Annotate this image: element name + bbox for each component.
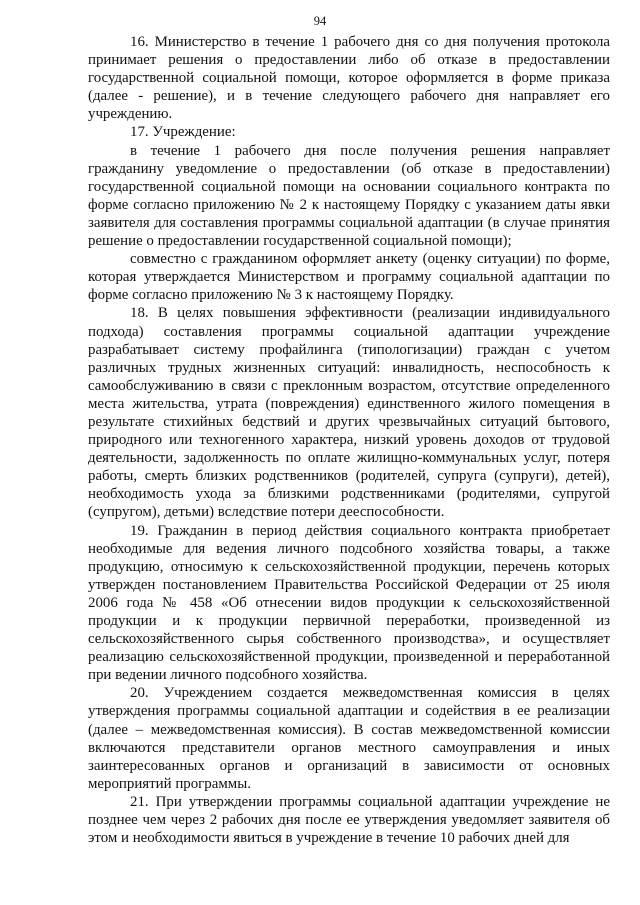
paragraph-21: 21. При утверждении программы социальной адаптации учреждение не позднее чем через 2 рабочих дня после ее утверждения уведомляет заявителя об этом и необходимости явиться в учреждение в течение 10 рабочих дней для xyxy=(88,793,610,847)
document-body xyxy=(88,33,610,847)
paragraph-18: 18. В целях повышения эффективности (реализации индивидуального подхода) составления программы социальной адаптации учреждение разрабатывает систему профайлинга (типологизации) граждан с учетом различных трудных жизненных ситуаций: инвалидность, неспособность к самообслуживанию в связи с преклонным возрастом, отсутствие определенного места жительства, утрата (повреждения) единственного жилого помещения в результате стихийных бедствий и других чрезвычайных ситуаций бытового, природного или техногенного характера, низкий уровень доходов от трудовой деятельности, задолженность по оплате жилищно-коммунальных услуг, потеря работы, смерть близких родственников (родителей, супруга (супруги), детей), необходимость ухода за близкими родственниками (родителями, супругой (супругом), детьми) вследствие потери дееспособности. xyxy=(88,305,610,521)
paragraph-20: 20. Учреждением создается межведомственная комиссия в целях утверждения программы социальной адаптации и содействия в ее реализации (далее – межведомственная комиссия). В состав межведомственной комиссии включаются представители органов местного самоуправления и иных заинтересованных органов и организаций в зависимости от основных мероприятий программы. xyxy=(88,685,610,792)
paragraph-17-item-notification: в течение 1 рабочего дня после получения решения направляет гражданину уведомление о предоставлении (об отказе в предоставлении) государственной социальной помощи на основании социального контракта по форме согласно приложению № 2 к настоящему Порядку с указанием даты явки заявителя для составления программы социальной адаптации (в случае принятия решение о предоставлении государственной социальной помощи); xyxy=(88,142,610,250)
paragraph-19: 19. Гражданин в период действия социального контракта приобретает необходимые для ведения личного подсобного хозяйства товары, а также продукцию, относимую к сельскохозяйственной продукции, перечень которых утвержден постановлением Правительства Российской Федерации от 25 июля 2006 года № 458 «Об отнесении видов продукции к сельскохозяйственной продукции и к продукции первичной переработки, произведенной из сельскохозяйственного сырья собственного производства», и осуществляет реализацию сельскохозяйственной продукции, произведенной и переработанной при ведении личного подсобного хозяйства. xyxy=(88,522,610,684)
paragraph-16: 16. Министерство в течение 1 рабочего дня со дня получения протокола принимает решения о предоставлении либо об отказе в предоставлении государственной социальной помощи, которое оформляется в форме приказа (далее - решение), и в течение следующего рабочего дня направляет его учреждению. xyxy=(88,34,610,123)
paragraph-17-item-questionnaire: совместно с гражданином оформляет анкету (оценку ситуации) по форме, которая утверждается Министерством и программу социальной адаптации по форме согласно приложению № 3 к настоящему Порядку. xyxy=(88,251,610,304)
paragraph-17-heading: 17. Учреждение: xyxy=(130,124,236,141)
page-number: 94 xyxy=(313,14,327,28)
